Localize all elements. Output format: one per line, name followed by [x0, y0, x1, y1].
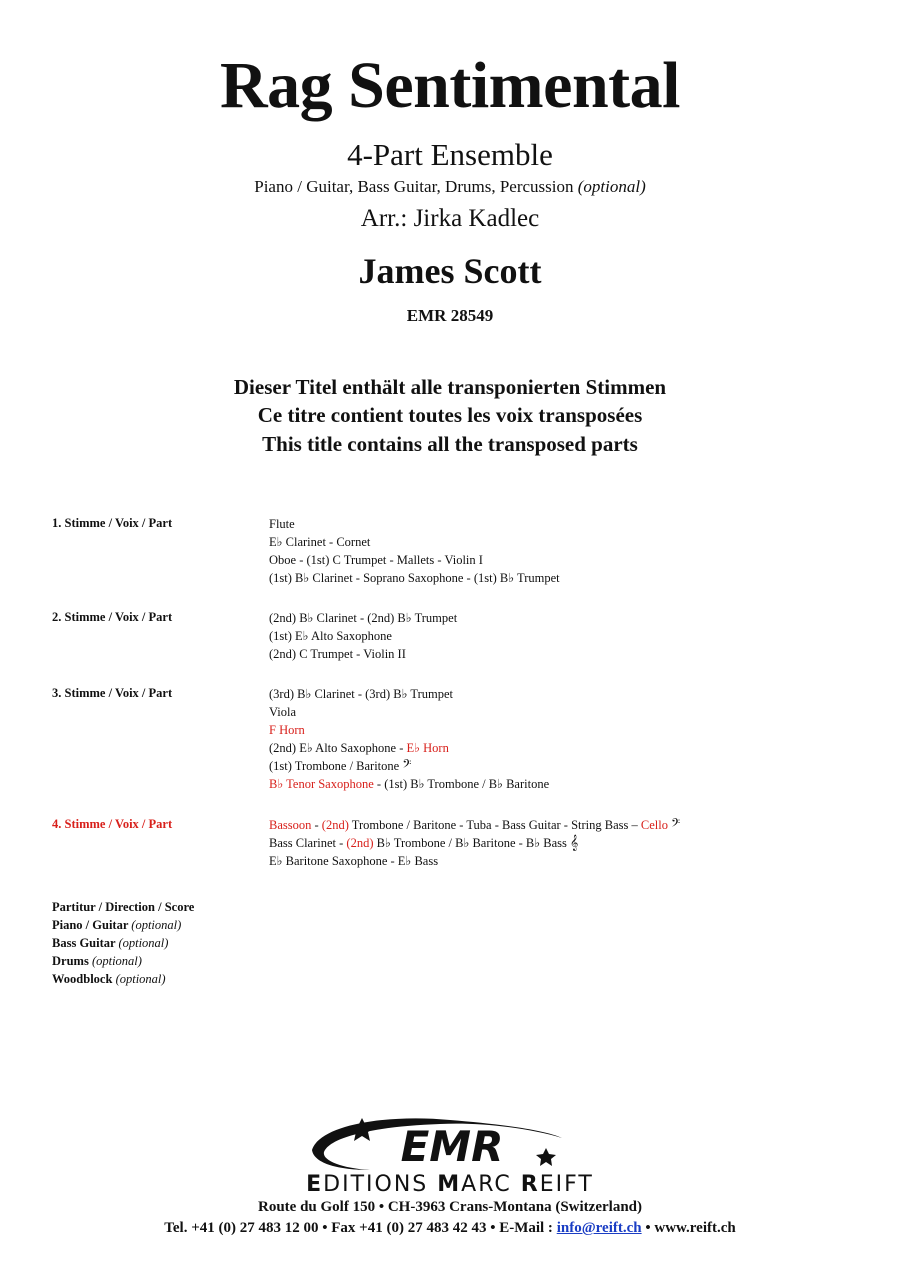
part-line: Flute — [269, 517, 295, 531]
part-1-label: 1. Stimme / Voix / Part — [52, 516, 173, 530]
page-title: Rag Sentimental — [220, 49, 680, 122]
publisher-initial: R — [520, 1172, 540, 1197]
part-line — [269, 757, 549, 775]
optional-note: (optional) — [115, 972, 166, 986]
instrument-text: B♭ Tenor Saxophone — [269, 777, 374, 791]
woodblock-label: Woodblock — [52, 972, 113, 986]
bass-line — [52, 934, 194, 952]
bass-label: Bass Guitar — [52, 936, 116, 950]
part-2-label: 2. Stimme / Voix / Part — [52, 610, 173, 624]
part-line: (1st) B♭ Clarinet - Soprano Saxophone - (1st) B♭ Trumpet — [269, 571, 560, 585]
score-line: Partitur / Direction / Score — [52, 900, 195, 914]
publisher-contact — [0, 1220, 900, 1237]
instrument-text: (2nd) E♭ Alto Saxophone - — [269, 741, 407, 755]
instrument-text: - (1st) B♭ Trombone / B♭ Baritone — [373, 777, 550, 791]
instrument-text: (2nd) — [346, 836, 374, 850]
logo-text: EMR — [400, 1122, 504, 1171]
subtitle: 4-Part Ensemble — [347, 137, 553, 172]
part-1-instruments — [269, 515, 560, 587]
instrument-text: Trombone / Baritone - Tuba - Bass Guitar - String Bass – — [348, 818, 641, 832]
email-link[interactable]: info@reift.ch — [556, 1220, 642, 1236]
piano-line — [52, 916, 194, 934]
part-line — [269, 834, 680, 852]
part-line — [269, 739, 549, 757]
optional-note: (optional) — [91, 954, 142, 968]
optional-note: (optional) — [577, 177, 646, 196]
piano-label: Piano / Guitar — [52, 918, 129, 932]
instrument-text: B♭ Trombone / B♭ Baritone - B♭ Bass — [373, 836, 567, 850]
part-line: Oboe - (1st) C Trumpet - Mallets - Violin I — [269, 553, 483, 567]
drums-label: Drums — [52, 954, 89, 968]
contact-phone-fax: Tel. +41 (0) 27 483 12 00 • Fax +41 (0) 27 483 42 43 • E-Mail : — [164, 1220, 557, 1236]
part-line — [269, 816, 680, 834]
notice-german: Dieser Titel enthält alle transponierten Stimmen — [233, 375, 667, 399]
part-line: Viola — [269, 705, 297, 719]
part-line: (3rd) B♭ Clarinet - (3rd) B♭ Trumpet — [269, 687, 453, 701]
part-2-instruments — [269, 609, 457, 663]
publisher-initial: M — [437, 1172, 462, 1197]
instrument-text: E♭ Horn — [406, 741, 449, 755]
instrument-text: Bass Clarinet - — [269, 836, 347, 850]
optional-note: (optional) — [118, 936, 169, 950]
treble-clef-icon: 𝄞 — [570, 835, 579, 851]
instrument-list: Piano / Guitar, Bass Guitar, Drums, Percussion — [254, 177, 574, 196]
bass-clef-icon: 𝄢 — [402, 758, 412, 774]
arranger: Arr.: Jirka Kadlec — [360, 205, 540, 232]
publisher-part: ARC — [461, 1172, 521, 1197]
instrument-text: (2nd) — [321, 818, 349, 832]
part-line: (2nd) C Trumpet - Violin II — [269, 647, 406, 661]
instrument-text: (1st) Trombone / Baritone — [269, 759, 400, 773]
part-line: (1st) E♭ Alto Saxophone — [269, 629, 392, 643]
notice-english: This title contains all the transposed parts — [262, 432, 638, 456]
part-line: E♭ Clarinet - Cornet — [269, 535, 371, 549]
optional-note: (optional) — [131, 918, 182, 932]
notice-french: Ce titre contient toutes les voix transposées — [257, 403, 643, 427]
publisher-part: EIFT — [539, 1172, 594, 1197]
part-3-instruments — [269, 685, 549, 793]
emr-logo-icon — [300, 1108, 600, 1178]
bass-clef-icon: 𝄢 — [671, 817, 681, 833]
publisher-address: Route du Golf 150 • CH-3963 Crans-Montana (Switzerland) — [258, 1199, 642, 1215]
publisher-initial: E — [306, 1172, 324, 1197]
instrument-text: Cello — [640, 818, 668, 832]
part-4-label: 4. Stimme / Voix / Part — [52, 817, 173, 831]
part-4-instruments — [269, 816, 680, 870]
composer: James Scott — [358, 251, 542, 291]
part-3-label: 3. Stimme / Voix / Part — [52, 686, 173, 700]
drums-line — [52, 952, 194, 970]
publisher-part: DITIONS — [323, 1172, 438, 1197]
instrument-text: - — [311, 818, 322, 832]
part-line: E♭ Baritone Saxophone - E♭ Bass — [269, 854, 439, 868]
part-line: F Horn — [269, 723, 305, 737]
instrument-text: Bassoon — [269, 818, 312, 832]
part-line — [269, 775, 549, 793]
woodblock-line — [52, 970, 194, 988]
part-line: (2nd) B♭ Clarinet - (2nd) B♭ Trumpet — [269, 611, 458, 625]
publisher-name — [0, 1172, 900, 1197]
additional-parts — [52, 898, 194, 988]
catalog-number: EMR 28549 — [406, 306, 494, 325]
instrumentation — [0, 177, 900, 197]
contact-website: • www.reift.ch — [641, 1220, 736, 1236]
